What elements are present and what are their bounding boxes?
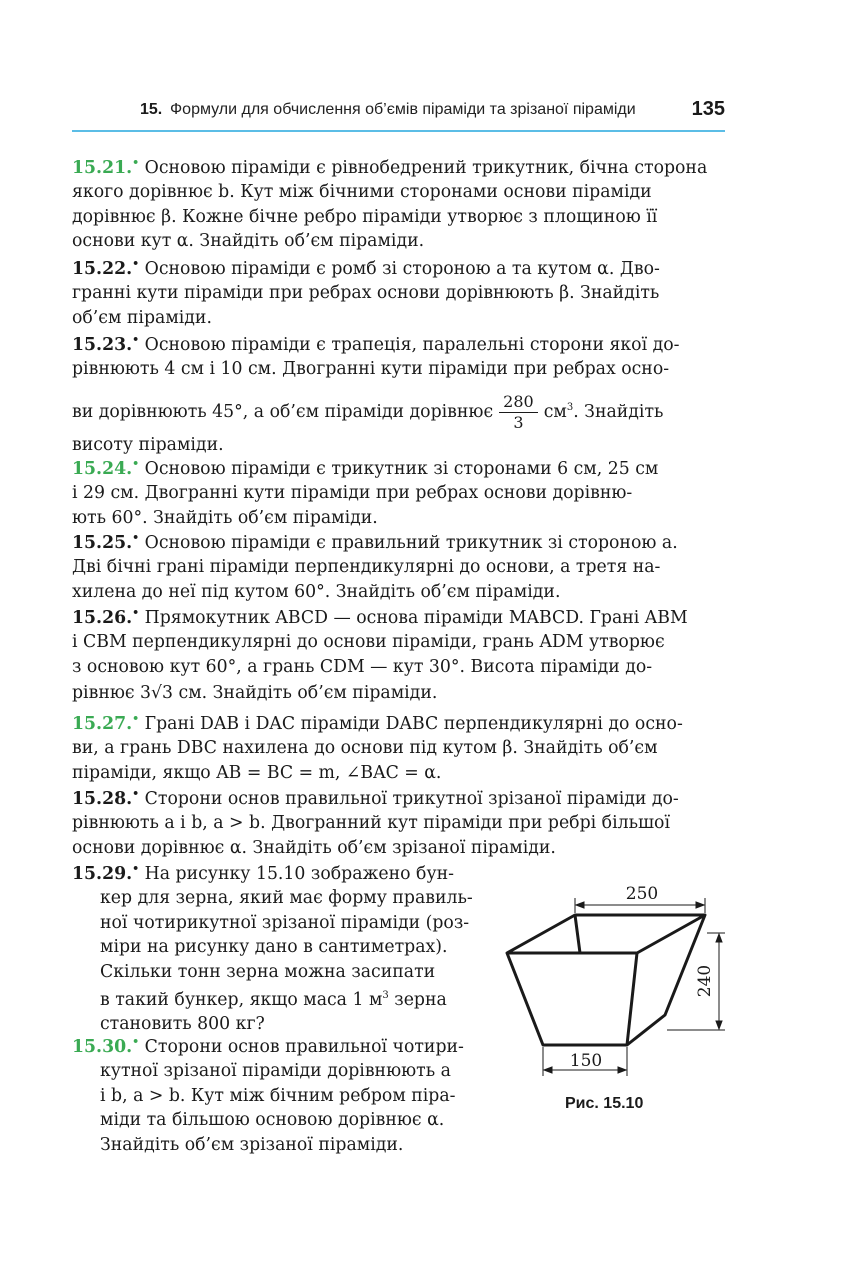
difficulty-marker: • — [132, 862, 140, 875]
problem-15-28 — [72, 782, 727, 860]
difficulty-marker: • — [132, 712, 140, 725]
arrow-head — [544, 1067, 552, 1073]
problem-line: Сторони основ правильної трикутної зрізаної піраміди до- — [144, 789, 679, 809]
unit-text: см — [543, 401, 567, 422]
problem-line: дорівнює β. Кожне бічне ребро піраміди утворює з площиною її — [72, 206, 658, 227]
bunker-outline — [507, 915, 705, 1045]
problem-15-30 — [72, 1030, 482, 1157]
problem-line: Прямокутник ABCD — основа піраміди MABCD. Грані ABM — [144, 608, 688, 628]
figure-caption: Рис. 15.10 — [565, 1095, 644, 1112]
difficulty-marker: • — [132, 257, 140, 270]
problem-line: кер для зерна, який має форму правиль- — [100, 888, 473, 909]
problem-15-24 — [72, 452, 727, 530]
problem-line: міди та більшою основою дорівнює α. — [100, 1110, 445, 1131]
height-label: 240 — [695, 964, 715, 998]
problem-line: ви дорівнюють 45°, а об’єм піраміди дорівнює — [72, 401, 494, 422]
problem-line: і b, a > b. Кут між бічним ребром пірa- — [100, 1085, 456, 1106]
difficulty-marker: • — [132, 333, 140, 346]
problem-number: 15.22. — [72, 259, 133, 279]
problem-15-29 — [72, 857, 482, 1037]
problem-line: ють 60°. Знайдіть об’єм піраміди. — [72, 507, 378, 528]
problem-line: і 29 см. Двогранні кути піраміди при ребрах основи дорівню- — [72, 483, 633, 504]
problem-line: ної чотирикутної зрізаної піраміди (роз- — [100, 912, 470, 933]
fraction-numerator: 280 — [499, 392, 538, 413]
difficulty-marker: • — [132, 531, 140, 544]
problem-number: 15.25. — [72, 533, 133, 553]
arrow-head — [618, 1067, 626, 1073]
problem-number: 15.24. — [72, 459, 133, 479]
problem-line: хилена до неї під кутом 60°. Знайдіть об’єм піраміди. — [72, 581, 561, 602]
arrow-head — [696, 902, 704, 908]
problem-line: об’єм піраміди. — [72, 307, 212, 328]
problem-line: кутної зрізаної піраміди дорівнюють a — [100, 1061, 451, 1082]
difficulty-marker: • — [132, 787, 140, 800]
problem-number: 15.27. — [72, 714, 133, 734]
problem-number: 15.28. — [72, 789, 133, 809]
problem-line: якого дорівнює b. Кут між бічними сторонами основи піраміди — [72, 182, 652, 203]
problem-15-27 — [72, 707, 727, 785]
bunker-top-edge — [580, 915, 705, 953]
page-number: 135 — [691, 98, 725, 120]
page-header — [72, 100, 725, 132]
problem-line: рівнюють 4 см і 10 см. Двогранні кути піраміди при ребрах осно- — [72, 359, 670, 380]
problem-line: основи кут α. Знайдіть об’єм піраміди. — [72, 231, 425, 252]
bunker-side-edge — [627, 953, 637, 1045]
problem-15-25 — [72, 526, 727, 604]
problem-line: висоту піраміди. — [72, 434, 224, 455]
problem-line: Основою піраміди є трапеція, паралельні сторони якої до- — [144, 335, 680, 355]
problem-line: Основою піраміди є ромб зі стороною a та кутом α. Дво- — [144, 259, 660, 279]
section-title: Формули для обчислення об’ємів піраміди та зрізаної піраміди — [170, 101, 636, 118]
bunker-figure — [500, 880, 730, 1080]
problem-number: 15.21. — [72, 158, 133, 178]
problem-line: в такий бункер, якщо маса 1 м — [100, 989, 383, 1010]
problem-15-26 — [72, 601, 727, 706]
unit-exponent: 3 — [566, 401, 574, 413]
problem-line: Основою піраміди є правильний трикутник зі стороною a. — [144, 533, 678, 553]
fraction-denominator: 3 — [513, 412, 524, 432]
problem-number: 15.30. — [72, 1037, 133, 1057]
problem-15-23 — [72, 328, 727, 457]
section-number: 15. — [140, 101, 163, 118]
unit-exponent: 3 — [382, 990, 389, 1002]
problem-line: Основою піраміди є рівнобедрений трикутник, бічна сторона — [144, 158, 708, 178]
problem-line: піраміди, якщо AB = BC = m, ∠BAC = α. — [72, 762, 442, 783]
problem-line: гранні кути піраміди при ребрах основи дорівнюють β. Знайдіть — [72, 283, 660, 304]
difficulty-marker: • — [132, 606, 140, 619]
problem-line: Грані DAB і DAC піраміди DABC перпендикулярні до осно- — [144, 714, 683, 734]
problem-line: і CBM перпендикулярні до основи піраміди, грань ADM утворює — [72, 632, 665, 653]
difficulty-marker: • — [132, 457, 140, 470]
arrow-head — [716, 1021, 722, 1029]
problem-15-22 — [72, 252, 727, 330]
problem-line: Знайдіть об’єм зрізаної піраміди. — [100, 1134, 404, 1155]
difficulty-marker: • — [132, 156, 140, 169]
problem-line: зерна — [388, 989, 447, 1010]
problem-number: 15.29. — [72, 864, 133, 884]
arrow-head — [576, 902, 584, 908]
arrow-head — [716, 934, 722, 942]
problem-line: Дві бічні грані піраміди перпендикулярні до основи, а третя на- — [72, 557, 661, 578]
top-width-label: 250 — [625, 884, 659, 904]
fraction — [499, 392, 538, 433]
bottom-width-label: 150 — [569, 1051, 603, 1071]
problem-line: становить 800 кг? — [100, 1014, 265, 1035]
problem-line: Скільки тонн зерна можна засипати — [100, 961, 436, 982]
problem-line: Основою піраміди є трикутник зі сторонами 6 см, 25 см — [144, 459, 659, 479]
problem-line: основи дорівнює α. Знайдіть об’єм зрізаної піраміди. — [72, 837, 556, 858]
problem-number: 15.23. — [72, 335, 133, 355]
problem-15-21 — [72, 151, 727, 254]
problem-line: рівнюють a і b, a > b. Двогранний кут піраміди при ребрі більшої — [72, 813, 670, 834]
problem-line: . Знайдіть — [573, 401, 664, 422]
problem-line: Сторони основ правильної чотири- — [144, 1037, 464, 1057]
problem-line: з основою кут 60°, а грань CDM — кут 30°. Висота піраміди до- — [72, 656, 653, 677]
problem-line: ви, а грань DBC нахилена до основи під кутом β. Знайдіть об’єм — [72, 738, 658, 759]
difficulty-marker: • — [132, 1035, 140, 1048]
problem-line: На рисунку 15.10 зображено бун- — [144, 864, 454, 884]
problem-line: рівнює 3√3 см. Знайдіть об’єм піраміди. — [72, 683, 438, 704]
problem-number: 15.26. — [72, 608, 133, 628]
problem-line: міри на рисунку дано в сантиметрах). — [100, 937, 448, 958]
